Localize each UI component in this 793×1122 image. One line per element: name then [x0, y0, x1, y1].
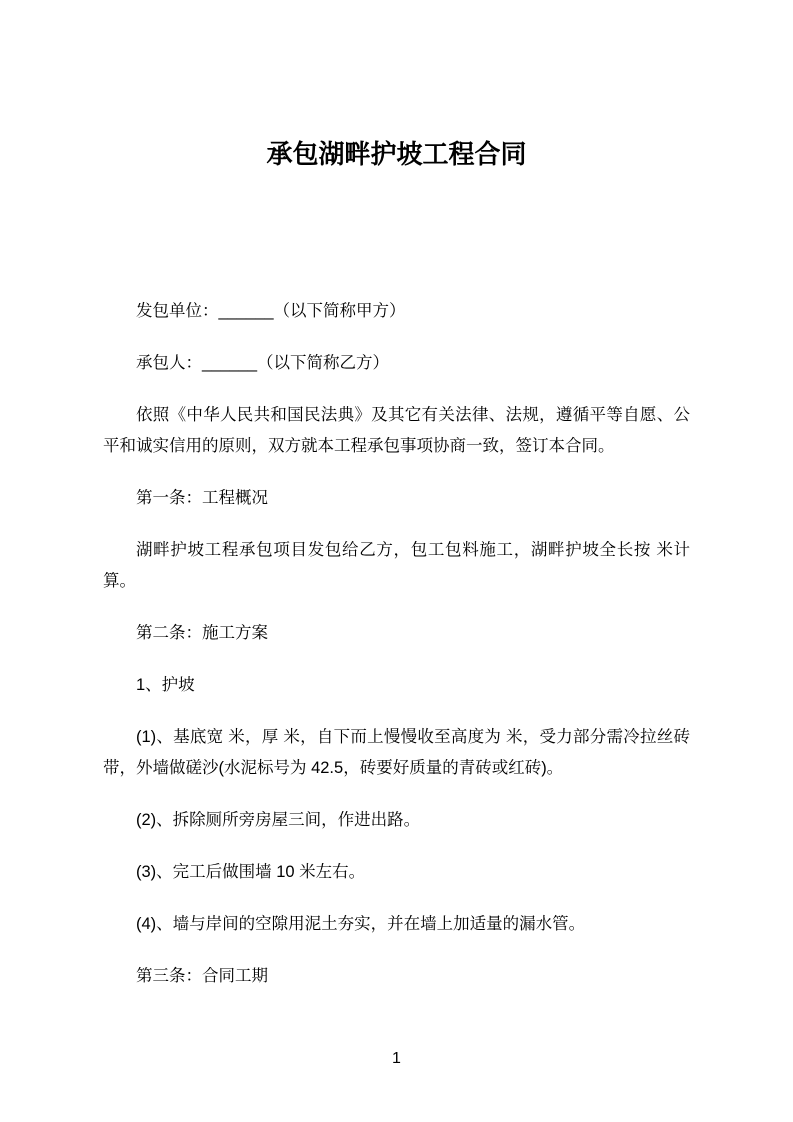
document-body — [103, 296, 690, 992]
clause-1-2: (2)、拆除厕所旁房屋三间，作进出路。 — [136, 811, 421, 829]
article-1-heading: 第一条：工程概况 — [136, 489, 268, 507]
article-1-body: 湖畔护坡工程承包项目发包给乙方，包工包料施工，湖畔护坡全长按 米计算。 — [103, 541, 690, 590]
clause-1-3: (3)、完工后做围墙 10 米左右。 — [136, 863, 366, 881]
section-1-heading: 1、护坡 — [136, 676, 195, 694]
document-title: 承包湖畔护坡工程合同 — [266, 139, 527, 169]
party-b-line: 承包人：______（以下简称乙方） — [136, 354, 390, 372]
party-a-line: 发包单位：______（以下简称甲方） — [136, 302, 406, 320]
clause-1-1: (1)、基底宽 米，厚 米，自下而上慢慢收至高度为 米，受力部分需冷拉丝砖带，外墙做磋沙(水泥标号为 42.5，砖要好质量的青砖或红砖)。 — [103, 728, 690, 777]
article-2-heading: 第二条：施工方案 — [136, 624, 268, 642]
clause-1-4: (4)、墙与岸间的空隙用泥土夯实，并在墙上加适量的漏水管。 — [136, 915, 586, 933]
article-3-heading: 第三条：合同工期 — [136, 967, 268, 985]
preamble: 依照《中华人民共和国民法典》及其它有关法律、法规，遵循平等自愿、公平和诚实信用的原则，双方就本工程承包事项协商一致，签订本合同。 — [103, 406, 690, 455]
page-number: 1 — [392, 1050, 401, 1067]
